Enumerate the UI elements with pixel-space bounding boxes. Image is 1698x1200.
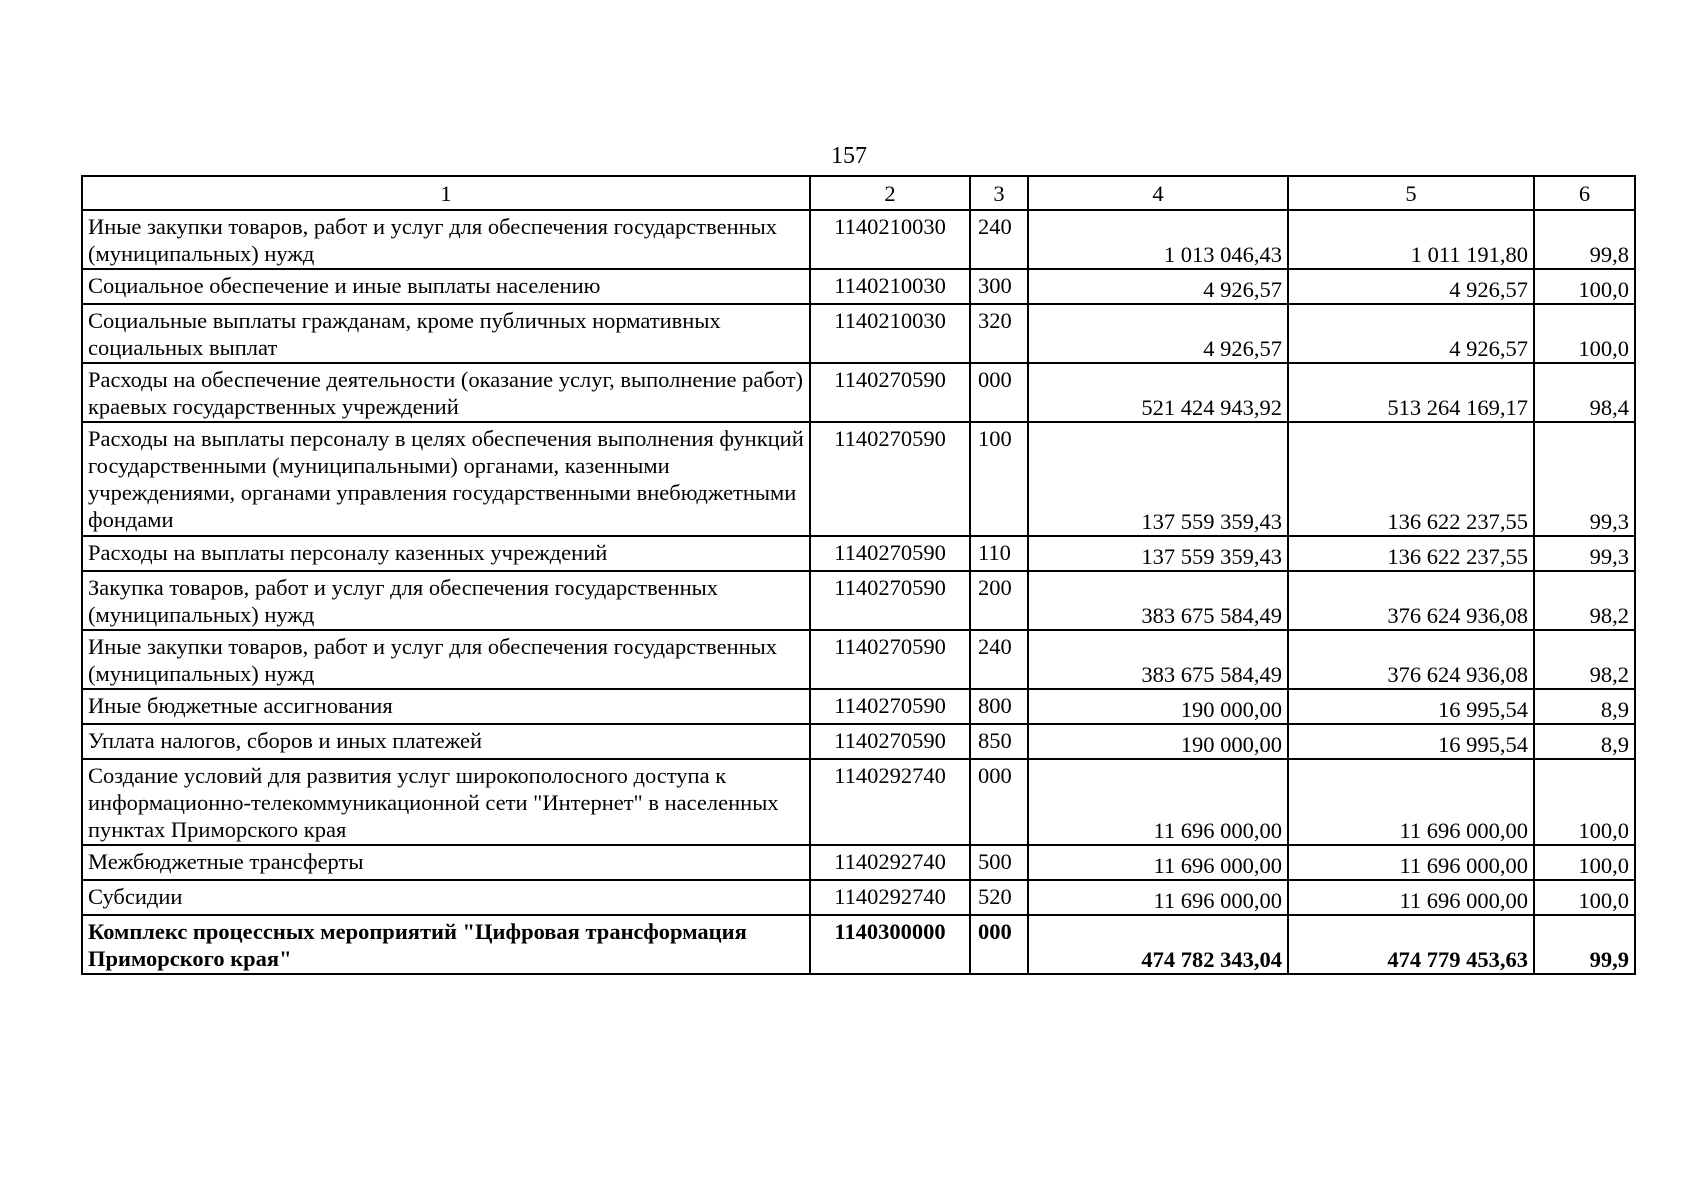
row-planned-cell: 521 424 943,92 [1028, 363, 1288, 422]
row-name-cell: Расходы на выплаты персоналу казенных учреждений [82, 536, 810, 571]
row-planned-cell: 4 926,57 [1028, 304, 1288, 363]
row-percent-cell: 98,4 [1534, 363, 1635, 422]
row-planned-cell: 190 000,00 [1028, 724, 1288, 759]
row-code-cell: 1140210030 [810, 304, 970, 363]
row-planned-cell: 137 559 359,43 [1028, 422, 1288, 536]
row-percent-cell: 99,9 [1534, 915, 1635, 974]
row-percent-cell: 100,0 [1534, 880, 1635, 915]
page-number: 157 [831, 143, 867, 169]
row-code-cell: 1140270590 [810, 689, 970, 724]
row-type-cell: 300 [970, 269, 1028, 304]
column-header: 1 [82, 176, 810, 210]
row-type-cell: 500 [970, 845, 1028, 880]
row-planned-cell: 474 782 343,04 [1028, 915, 1288, 974]
row-percent-cell: 100,0 [1534, 269, 1635, 304]
row-actual-cell: 376 624 936,08 [1288, 630, 1534, 689]
row-type-cell: 000 [970, 915, 1028, 974]
row-type-cell: 200 [970, 571, 1028, 630]
row-percent-cell: 99,3 [1534, 422, 1635, 536]
table-row [82, 210, 1635, 269]
row-code-cell: 1140270590 [810, 630, 970, 689]
row-type-cell: 800 [970, 689, 1028, 724]
row-planned-cell: 11 696 000,00 [1028, 880, 1288, 915]
row-percent-cell: 100,0 [1534, 759, 1635, 845]
row-name-cell: Социальное обеспечение и иные выплаты населению [82, 269, 810, 304]
row-name-cell: Иные бюджетные ассигнования [82, 689, 810, 724]
table-row [82, 571, 1635, 630]
row-type-cell: 240 [970, 210, 1028, 269]
row-type-cell: 320 [970, 304, 1028, 363]
table-row [82, 304, 1635, 363]
row-name-cell: Межбюджетные трансферты [82, 845, 810, 880]
row-name-cell: Иные закупки товаров, работ и услуг для обеспечения государственных (муниципальных) нужд [82, 630, 810, 689]
row-code-cell: 1140270590 [810, 363, 970, 422]
table-row [82, 363, 1635, 422]
row-type-cell: 100 [970, 422, 1028, 536]
row-code-cell: 1140210030 [810, 210, 970, 269]
row-actual-cell: 474 779 453,63 [1288, 915, 1534, 974]
row-percent-cell: 100,0 [1534, 845, 1635, 880]
row-code-cell: 1140292740 [810, 845, 970, 880]
row-actual-cell: 513 264 169,17 [1288, 363, 1534, 422]
row-planned-cell: 383 675 584,49 [1028, 571, 1288, 630]
table-row [82, 845, 1635, 880]
table-row [82, 880, 1635, 915]
row-code-cell: 1140270590 [810, 724, 970, 759]
row-type-cell: 000 [970, 363, 1028, 422]
table-row [82, 536, 1635, 571]
row-actual-cell: 1 011 191,80 [1288, 210, 1534, 269]
row-actual-cell: 11 696 000,00 [1288, 880, 1534, 915]
row-actual-cell: 136 622 237,55 [1288, 536, 1534, 571]
row-code-cell: 1140270590 [810, 422, 970, 536]
row-planned-cell: 1 013 046,43 [1028, 210, 1288, 269]
row-name-cell: Субсидии [82, 880, 810, 915]
row-percent-cell: 99,3 [1534, 536, 1635, 571]
row-type-cell: 110 [970, 536, 1028, 571]
row-actual-cell: 11 696 000,00 [1288, 845, 1534, 880]
table-row [82, 689, 1635, 724]
row-percent-cell: 8,9 [1534, 724, 1635, 759]
column-header: 2 [810, 176, 970, 210]
row-code-cell: 1140292740 [810, 880, 970, 915]
column-header: 3 [970, 176, 1028, 210]
row-planned-cell: 11 696 000,00 [1028, 845, 1288, 880]
row-planned-cell: 11 696 000,00 [1028, 759, 1288, 845]
row-type-cell: 240 [970, 630, 1028, 689]
row-percent-cell: 98,2 [1534, 571, 1635, 630]
row-actual-cell: 16 995,54 [1288, 724, 1534, 759]
table-row [82, 724, 1635, 759]
row-actual-cell: 376 624 936,08 [1288, 571, 1534, 630]
row-name-cell: Уплата налогов, сборов и иных платежей [82, 724, 810, 759]
row-planned-cell: 383 675 584,49 [1028, 630, 1288, 689]
row-planned-cell: 137 559 359,43 [1028, 536, 1288, 571]
budget-table [81, 175, 1636, 975]
column-header: 6 [1534, 176, 1635, 210]
row-name-cell: Создание условий для развития услуг широкополосного доступа к информационно-телекоммуникационной сети "Интернет" в населенных пунктах Приморского края [82, 759, 810, 845]
table-body [82, 176, 1635, 974]
row-code-cell: 1140210030 [810, 269, 970, 304]
table-row [82, 915, 1635, 974]
row-actual-cell: 11 696 000,00 [1288, 759, 1534, 845]
row-planned-cell: 4 926,57 [1028, 269, 1288, 304]
row-code-cell: 1140270590 [810, 536, 970, 571]
row-percent-cell: 98,2 [1534, 630, 1635, 689]
row-name-cell: Расходы на обеспечение деятельности (оказание услуг, выполнение работ) краевых государственных учреждений [82, 363, 810, 422]
row-percent-cell: 100,0 [1534, 304, 1635, 363]
table-row [82, 422, 1635, 536]
row-planned-cell: 190 000,00 [1028, 689, 1288, 724]
row-actual-cell: 136 622 237,55 [1288, 422, 1534, 536]
row-actual-cell: 4 926,57 [1288, 269, 1534, 304]
row-name-cell: Иные закупки товаров, работ и услуг для обеспечения государственных (муниципальных) нужд [82, 210, 810, 269]
row-actual-cell: 4 926,57 [1288, 304, 1534, 363]
row-name-cell: Социальные выплаты гражданам, кроме публичных нормативных социальных выплат [82, 304, 810, 363]
row-type-cell: 520 [970, 880, 1028, 915]
table-row [82, 630, 1635, 689]
table-row [82, 269, 1635, 304]
row-percent-cell: 8,9 [1534, 689, 1635, 724]
row-code-cell: 1140300000 [810, 915, 970, 974]
row-code-cell: 1140270590 [810, 571, 970, 630]
row-name-cell: Комплекс процессных мероприятий "Цифровая трансформация Приморского края" [82, 915, 810, 974]
header-row [82, 176, 1635, 210]
row-percent-cell: 99,8 [1534, 210, 1635, 269]
column-header: 4 [1028, 176, 1288, 210]
row-actual-cell: 16 995,54 [1288, 689, 1534, 724]
row-name-cell: Закупка товаров, работ и услуг для обеспечения государственных (муниципальных) нужд [82, 571, 810, 630]
row-type-cell: 850 [970, 724, 1028, 759]
table-row [82, 759, 1635, 845]
column-header: 5 [1288, 176, 1534, 210]
row-type-cell: 000 [970, 759, 1028, 845]
row-name-cell: Расходы на выплаты персоналу в целях обеспечения выполнения функций государственными (муниципальными) органами, казенными учреждениями, органами управления государственными внебюджетными фондами [82, 422, 810, 536]
row-code-cell: 1140292740 [810, 759, 970, 845]
